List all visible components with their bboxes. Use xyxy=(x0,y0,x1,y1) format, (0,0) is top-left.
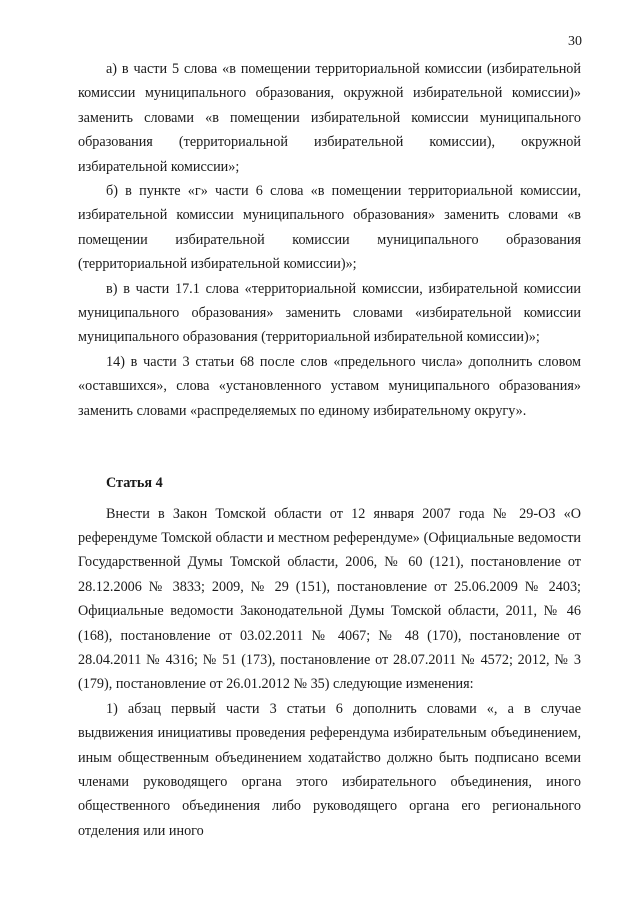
paragraph-item-v: в) в части 17.1 слова «территориальной комиссии, избирательной комиссии муниципального образования» заменить словами «избирательной комиссии муниципального образования (территориальной избирательной комиссии)»; xyxy=(78,280,581,346)
page-number: 30 xyxy=(568,34,582,49)
paragraph-article-intro: Внести в Закон Томской области от 12 января 2007 года № 29-ОЗ «О референдуме Томской области и местном референдуме» (Официальные ведомости Государственной Думы Томской области, 2006, № 60 (121), постановление от 28.12.2006 № 3833; 2009, № 29 (151), постановление от 25.06.2009 № 2403; Официальные ведомости Законодательной Думы Томской области, 2011, № 46 (168), постановление от 03.02.2011 № 4067; № 48 (170), постановление от 28.04.2011 № 4316; № 51 (173), постановление от 28.07.2011 № 4572; 2012, № 3 (179), постановление от 26.01.2012 № 35) следующие изменения: xyxy=(78,505,581,693)
paragraph-item-1: 1) абзац первый части 3 статьи 6 дополнить словами «, а в случае выдвижения инициативы проведения референдума избирательным объединением, иным общественным объединением ходатайство должно быть подписано всеми членами руководящего органа этого избирательного объединения, иного общественного объединения либо руководящего органа его регионального отделения или иного xyxy=(78,700,581,839)
document-body xyxy=(78,57,581,843)
paragraph-item-14: 14) в части 3 статьи 68 после слов «предельного числа» дополнить словом «оставшихся», слова «установленного уставом муниципального образования» заменить словами «распределяемых по единому избирательному округу». xyxy=(78,353,581,419)
paragraph-item-a: а) в части 5 слова «в помещении территориальной комиссии (избирательной комиссии муниципального образования, окружной избирательной комиссии)» заменить словами «в помещении избирательной комиссии муниципального образования (территориальной избирательной комиссии), окружной избирательной комиссии»; xyxy=(78,61,581,175)
article-heading: Статья 4 xyxy=(106,475,163,492)
paragraph-item-b: б) в пункте «г» части 6 слова «в помещении территориальной комиссии, избирательной комиссии муниципального образования» заменить словами «в помещении избирательной комиссии муниципального образования (территориальной избирательной комиссии)»; xyxy=(78,183,581,273)
